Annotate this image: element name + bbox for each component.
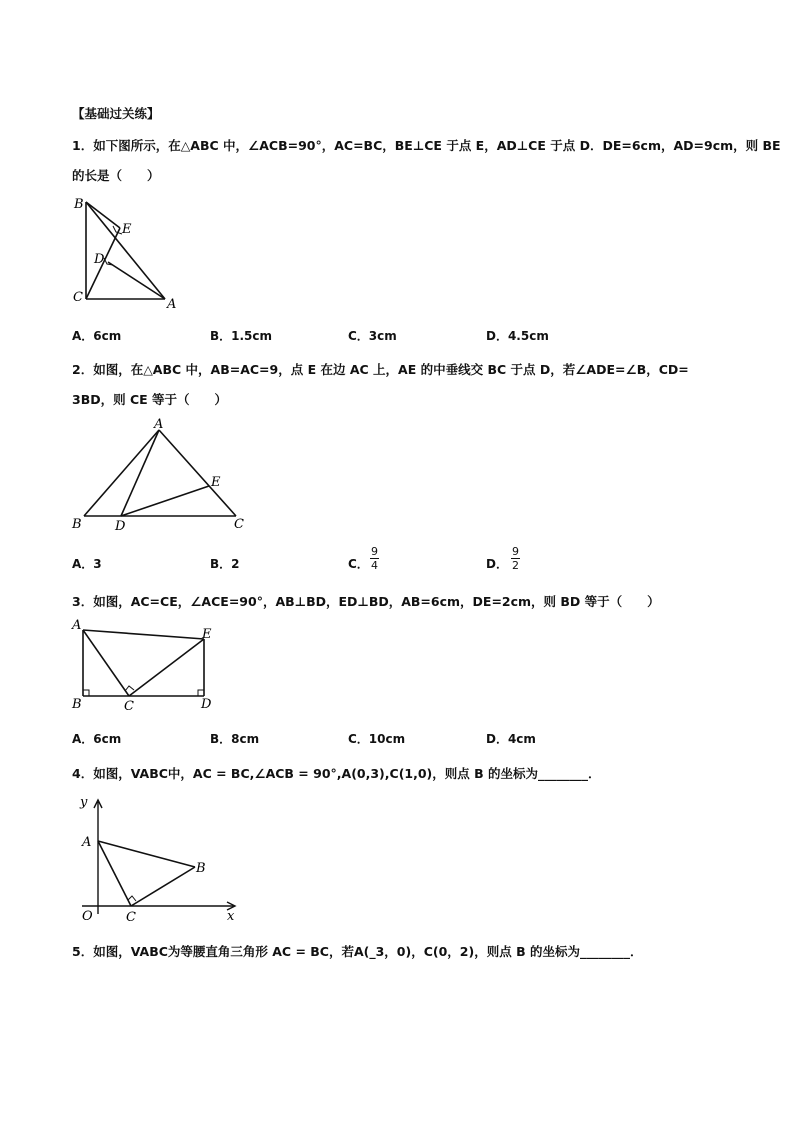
q3-label-a: A: [72, 618, 82, 633]
q4-figure: [72, 786, 252, 926]
q3-label-b: B: [72, 697, 82, 712]
q2-text-line1: 2．如图，在△ABC 中，AB=AC=9，点 E 在边 AC 上，AE 的中垂线交 BC 于点 D，若∠ADE=∠B，CD=: [72, 362, 689, 377]
q1-label-d: D: [94, 252, 105, 267]
q3-label-e: E: [202, 627, 212, 642]
q1-label-e: E: [122, 222, 132, 237]
q1-figure: [68, 192, 198, 312]
q2-figure: [66, 414, 256, 534]
q4-label-o: O: [82, 909, 93, 924]
q1-text-line1: 1．如下图所示，在△ABC 中，∠ACB=90°，AC=BC，BE⊥CE 于点 E，AD⊥CE 于点 D．DE=6cm，AD=9cm，则 BE: [72, 138, 781, 153]
q3-option-c[interactable]: C．10cm: [348, 732, 406, 746]
q2-label-a: A: [154, 417, 164, 432]
q4-label-c: C: [126, 910, 136, 925]
q1-label-a: A: [167, 297, 177, 312]
q2-label-c: C: [234, 517, 244, 532]
q2-option-c-denominator: 4: [371, 559, 378, 572]
q1-option-b[interactable]: B．1.5cm: [210, 329, 273, 343]
q3-label-d: D: [201, 697, 212, 712]
q3-option-a[interactable]: A．6cm: [72, 732, 122, 746]
q2-option-d-denominator: 2: [512, 559, 519, 572]
q2-option-c-fraction: [370, 545, 379, 572]
q2-option-d[interactable]: D．: [486, 557, 508, 571]
q1-option-a[interactable]: A．6cm: [72, 329, 122, 343]
q3-option-b[interactable]: B．8cm: [210, 732, 260, 746]
q4-text-line1: 4．如图，VABC中，AC = BC,∠ACB = 90°,A(0,3),C(1,0)，则点 B 的坐标为________．: [72, 766, 601, 781]
q1-label-b: B: [74, 197, 84, 212]
q3-label-c: C: [124, 699, 134, 714]
q2-label-d: D: [115, 519, 126, 534]
q1-label-c: C: [73, 290, 83, 305]
q3-text-line1: 3．如图，AC=CE，∠ACE=90°，AB⊥BD，ED⊥BD，AB=6cm，DE=2cm，则 BD 等于（ ）: [72, 594, 660, 609]
q1-text-line2: 的长是（ ）: [72, 168, 160, 183]
q4-label-x: x: [227, 909, 235, 924]
q2-option-b[interactable]: B．2: [210, 557, 240, 571]
q2-option-d-numerator: 9: [512, 545, 519, 558]
q2-option-c[interactable]: C．: [348, 557, 369, 571]
q3-option-d[interactable]: D．4cm: [486, 732, 536, 746]
q4-label-y: y: [80, 795, 88, 810]
q2-option-d-fraction: [511, 545, 520, 572]
q1-option-d[interactable]: D．4.5cm: [486, 329, 549, 343]
section-title: 【基础过关练】: [72, 106, 160, 121]
q1-option-c[interactable]: C．3cm: [348, 329, 397, 343]
q2-label-b: B: [72, 517, 82, 532]
q5-text-line1: 5．如图，VABC为等腰直角三角形 AC = BC，若A(_3，0)，C(0，2)，则点 B 的坐标为________．: [72, 944, 643, 959]
q2-label-e: E: [211, 475, 221, 490]
q2-text-line2: 3BD，则 CE 等于（ ）: [72, 392, 228, 407]
q2-option-c-numerator: 9: [371, 545, 378, 558]
q4-label-b: B: [196, 861, 206, 876]
q4-label-a: A: [82, 835, 92, 850]
q3-figure: [66, 614, 226, 714]
q2-option-a[interactable]: A．3: [72, 557, 102, 571]
